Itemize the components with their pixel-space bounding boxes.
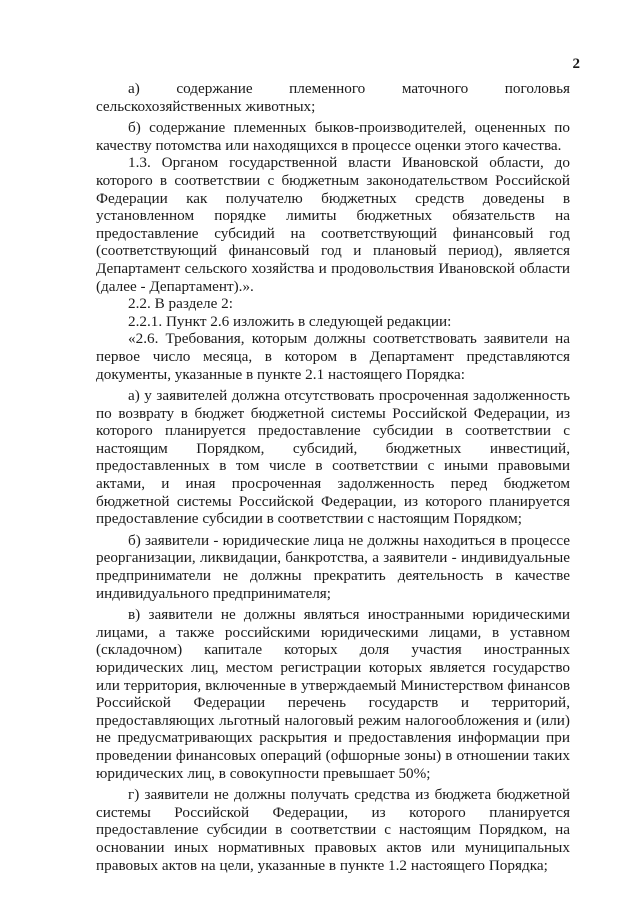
page-number: 2 <box>572 56 580 72</box>
paragraph-2-6: «2.6. Требования, которым должны соответствовать заявители на первое число месяца, в котором в Департамент представляются документы, указанные в пункте 2.1 настоящего Порядка: <box>96 330 570 383</box>
paragraph-req-b: б) заявители - юридические лица не должны находиться в процессе реорганизации, ликвидации, банкротства, а заявители - индивидуальные предприниматели не должны прекратить деятельность в качестве индивидуального предпринимателя; <box>96 531 570 602</box>
document-body <box>96 80 570 874</box>
paragraph-b-bulls: б) содержание племенных быков-производителей, оцененных по качеству потомства или находящихся в процессе оценки этого качества. <box>96 119 570 154</box>
paragraph-2-2-1: 2.2.1. Пункт 2.6 изложить в следующей редакции: <box>128 312 452 330</box>
paragraph-req-a: а) у заявителей должна отсутствовать просроченная задолженность по возврату в бюджет бюджетной системы Российской Федерации, из которого планируется предоставление субсидии в соответствии с настоящим Порядком, субсидий, бюджетных инвестиций, предоставленных в том числе в соответствии с иными правовыми актами, и иная просроченная задолженность перед бюджетом бюджетной системы Российской Федерации, из которого планируется предоставление субсидии в соответствии с настоящим Порядком; <box>96 387 570 528</box>
paragraph-req-v: в) заявители не должны являться иностранными юридическими лицами, а также российскими юридическими лицами, в уставном (складочном) капитале которых доля участия иностранных юридических лиц, местом регистрации которых является государство или территория, включенные в утверждаемый Министерством финансов Российской Федерации перечень государств и территорий, предоставляющих льготный налоговый режим налогообложения и (или) не предусматривающих раскрытия и предоставления информации при проведении финансовых операций (офшорные зоны) в отношении таких юридических лиц, в совокупности превышает 50%; <box>96 606 570 782</box>
paragraph-2-2: 2.2. В разделе 2: <box>128 295 233 313</box>
paragraph-1-3: 1.3. Органом государственной власти Ивановской области, до которого в соответствии с бюджетным законодательством Российской Федерации как получателю бюджетных средств доведены в установленном порядке лимиты бюджетных обязательств на предоставление субсидий на соответствующий финансовый год (соответствующий финансовый год и плановый период), является Департамент сельского хозяйства и продовольствия Ивановской области (далее - Департамент).». <box>96 154 570 295</box>
paragraph-req-g: г) заявители не должны получать средства из бюджета бюджетной системы Российской Федерации, из которого планируется предоставление субсидии в соответствии с настоящим Порядком, на основании иных нормативных правовых актов или муниципальных правовых актов на цели, указанные в пункте 1.2 настоящего Порядка; <box>96 786 570 874</box>
paragraph-a-livestock: а) содержание племенного маточного поголовья сельскохозяйственных животных; <box>96 80 570 115</box>
